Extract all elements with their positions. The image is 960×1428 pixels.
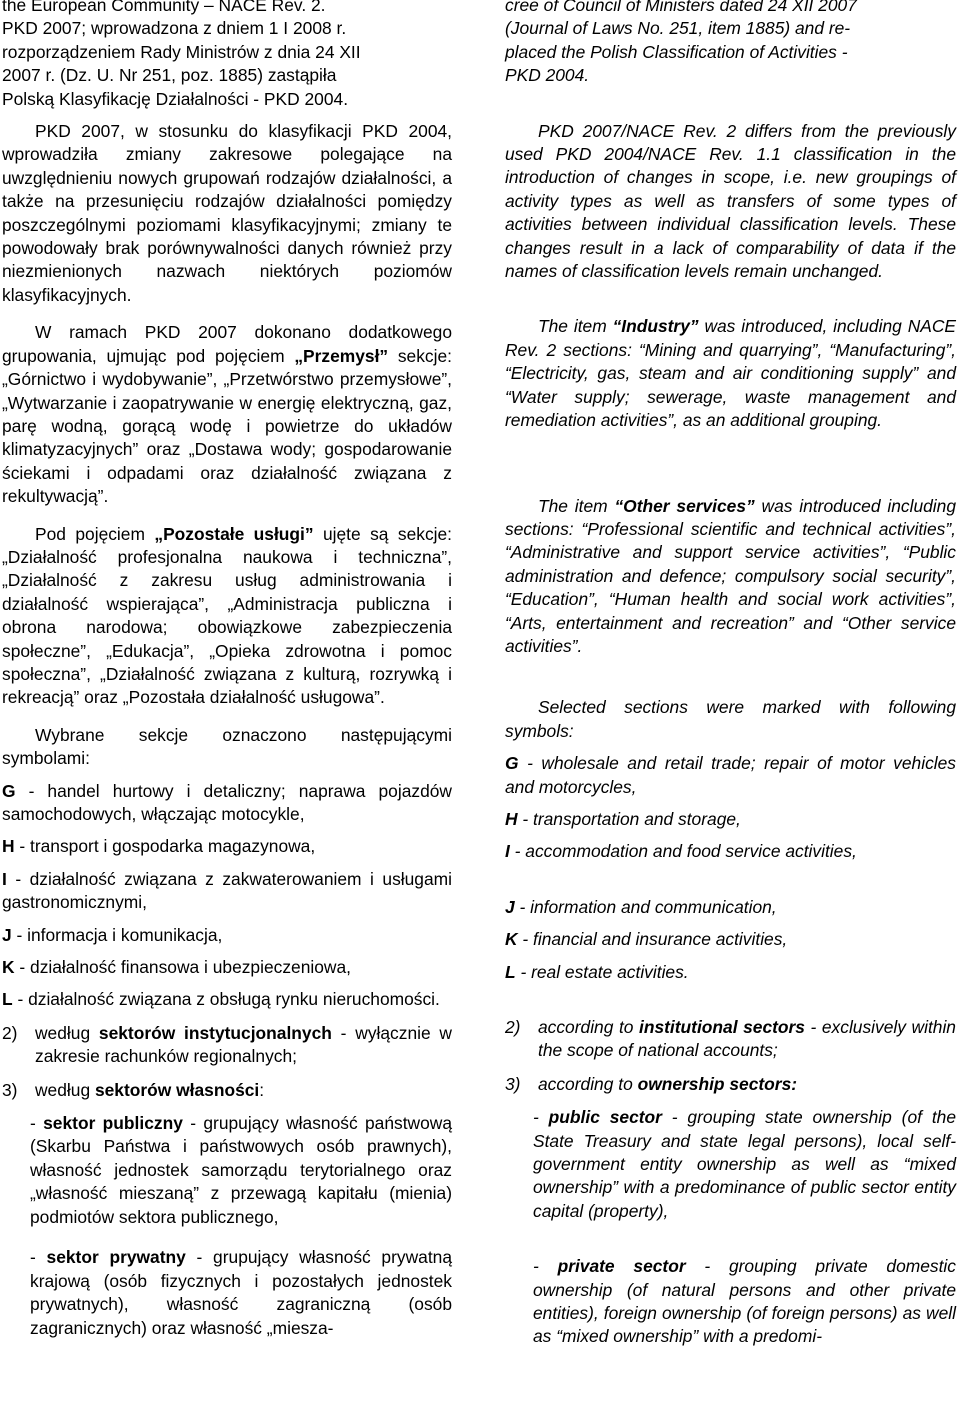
symbol-k — [2, 956, 452, 979]
text: The item — [538, 495, 615, 516]
intro-line: 2007 r. (Dz. U. Nr 251, poz. 1885) zastąpiła — [2, 65, 337, 86]
term: public sector — [548, 1107, 662, 1128]
intro-line: placed the Polish Classification of Activities - — [505, 41, 848, 62]
text: - grouping state ownership (of the State Treasury and state legal persons), local self-government entity ownership as well as “mixed ownership” with a predominance of public sector entity capital (property), — [533, 1107, 956, 1221]
symbol-code: J — [505, 896, 515, 917]
text: - grupujący własność prywatną krajową (osób fizycznych i pozostałych jednostek prywatnych), własność zagraniczną (osób zagranicznych) oraz własność „miesza- — [30, 1247, 452, 1338]
symbol-code: L — [2, 989, 13, 1010]
symbol-code: I — [505, 841, 510, 862]
text: - grupujący własność państwową (Skarbu Państwa i państwowych osób prawnych), własność jednostek samorządu terytorialnego oraz „własność mieszaną” z przewagą kapitału (mienia) podmiotów sektora publicznego, — [30, 1113, 452, 1227]
symbol-l — [2, 988, 452, 1011]
paragraph-scope-changes: PKD 2007/NACE Rev. 2 differs from the previously used PKD 2004/NACE Rev. 1.1 classification in the introduction of changes in scope, i.e. new groupings of activity types as well as transfers of some types of activities between individual classification levels. These changes result in a lack of comparability of data if the names of classification levels remain unchanged. — [505, 120, 956, 282]
intro-continuation — [505, 0, 956, 88]
symbol-code: G — [2, 780, 16, 801]
symbol-code: K — [505, 929, 518, 950]
list-item-ownership-sectors — [2, 1079, 452, 1102]
list-text — [538, 1073, 956, 1096]
public-sector-definition — [533, 1106, 956, 1223]
public-sector-definition — [30, 1112, 452, 1229]
text: - — [30, 1113, 44, 1134]
paragraph-other-services — [2, 523, 452, 710]
list-number: 3) — [505, 1073, 521, 1094]
private-sector-definition — [533, 1255, 956, 1349]
list-number: 2) — [505, 1017, 521, 1037]
symbol-h — [2, 835, 452, 858]
list-item-institutional-sectors — [505, 1016, 956, 1063]
intro-line: PKD 2007; wprowadzona z dniem 1 I 2008 r. — [2, 18, 347, 39]
symbol-text: - działalność związana z obsługą rynku nieruchomości. — [12, 989, 440, 1010]
text: według — [35, 1079, 95, 1100]
symbol-text: - real estate activities. — [515, 961, 689, 982]
list-number: 3) — [2, 1079, 18, 1100]
symbol-code: I — [2, 868, 7, 889]
symbol-text: - działalność finansowa i ubezpieczeniowa, — [14, 957, 351, 978]
symbol-code: H — [2, 836, 15, 857]
text: was introduced including sections: “Professional scientific and technical activities”, “Administrative and support service activities”, “Public administration and defence; compulsory social security”, “Education”, “Human health and social work activities”, “Arts, entertainment and recreation” and “Other service activities”. — [505, 495, 956, 656]
symbol-l — [505, 961, 956, 984]
term: sektorów instytucjonalnych — [98, 1022, 332, 1043]
term: sektorów własności — [94, 1079, 260, 1100]
list-item-ownership-sectors — [505, 1073, 956, 1096]
list-item-institutional-sectors — [2, 1022, 452, 1069]
term: sektor prywatny — [46, 1247, 186, 1268]
private-sector-definition — [30, 1246, 452, 1340]
polish-column — [2, 0, 452, 1358]
intro-line: PKD 2004. — [505, 65, 590, 86]
text: - — [533, 1107, 549, 1128]
term-other-services: “Other services” — [614, 495, 755, 516]
term-industry: “Industry” — [612, 316, 699, 337]
text: - exclusively within the scope of national accounts; — [538, 1017, 956, 1061]
symbol-text: - financial and insurance activities, — [517, 929, 788, 950]
intro-line: rozporządzeniem Rady Ministrów z dnia 24 XII — [2, 41, 361, 62]
text: according to — [538, 1073, 638, 1094]
symbol-code: H — [505, 808, 518, 829]
term: private sector — [557, 1256, 686, 1277]
symbol-h — [505, 808, 956, 831]
text: według — [35, 1022, 99, 1043]
intro-line: the European Community – NACE Rev. 2. — [2, 0, 326, 15]
paragraph-scope-changes: PKD 2007, w stosunku do klasyfikacji PKD 2004, wprowadziła zmiany zakresowe polegające na uwzględnieniu nowych grupowań rodzajów działalności, a także na przesunięciu rodzajów działalności pomiędzy poszczególnymi poziomami klasyfikacyjnymi; zmiany te powodowały brak porównywalności danych również przy niezmienionych nazwach niektórych poziomów klasyfikacyjnych. — [2, 121, 452, 305]
symbol-code: G — [505, 753, 519, 774]
text: - — [533, 1256, 558, 1277]
intro-line: Polską Klasyfikację Działalności - PKD 2004. — [2, 88, 349, 109]
symbol-text: - transport i gospodarka magazynowa, — [14, 836, 316, 857]
symbol-text: - informacja i komunikacja, — [11, 924, 223, 945]
intro-line: (Journal of Laws No. 251, item 1885) and re- — [505, 18, 851, 39]
symbol-text: - handel hurtowy i detaliczny; naprawa pojazdów samochodowych, włączając motocykle, — [2, 780, 452, 824]
paragraph-industry — [2, 321, 452, 508]
paragraph-industry — [505, 315, 956, 432]
text: Pod pojęciem — [35, 523, 155, 544]
list-text — [538, 1016, 956, 1063]
text: - grouping private domestic ownership (of natural persons and other private entities), foreign ownership (of foreign persons) as well as “mixed ownership” with a predomi- — [533, 1256, 956, 1347]
symbol-i — [505, 840, 956, 863]
symbol-code: L — [505, 961, 516, 982]
term-industry: „Przemysł” — [294, 345, 389, 366]
paragraph-symbols-intro: Wybrane sekcje oznaczono następującymi symbolami: — [2, 724, 452, 769]
symbol-text: - information and communication, — [514, 896, 777, 917]
symbol-code: K — [2, 957, 15, 978]
list-text — [35, 1022, 452, 1069]
paragraph-other-services — [505, 495, 956, 659]
symbol-text: - działalność związana z zakwaterowaniem i usługami gastronomicznymi, — [2, 868, 452, 913]
term-other-services: „Pozostałe usługi” — [154, 523, 314, 544]
symbol-k — [505, 928, 956, 951]
text: sekcje: „Górnictwo i wydobywanie”, „Przetwórstwo przemysłowe”, „Wytwarzanie i zaopatrywanie w energię elektryczną, gaz, parę wodną, gorącą wodę i powietrze do układów klimatyzacyjnych” oraz „Dostawa wody; gospodarowanie ściekami i odpadami oraz działalność związana z rekultywacją”. — [2, 345, 452, 507]
list-text — [35, 1079, 452, 1102]
list-number: 2) — [2, 1022, 18, 1043]
text: according to — [538, 1017, 640, 1037]
term: sektor publiczny — [43, 1113, 183, 1134]
term: ownership sectors: — [637, 1073, 798, 1094]
intro-continuation — [2, 0, 452, 111]
text: The item — [538, 316, 613, 337]
symbol-j — [2, 924, 452, 947]
symbol-text: - transportation and storage, — [517, 808, 741, 829]
paragraph-symbols-intro: Selected sections were marked with following symbols: — [505, 697, 956, 741]
text: : — [259, 1079, 265, 1100]
intro-line: cree of Council of Ministers dated 24 XII 2007 — [505, 0, 857, 15]
text: W ramach PKD 2007 dokonano dodatkowego grupowania, ujmując pod pojęciem — [2, 322, 452, 366]
symbol-g — [505, 752, 956, 799]
text: - — [30, 1247, 47, 1268]
symbol-code: J — [2, 924, 12, 945]
symbol-g — [2, 780, 452, 827]
text: ujęte są sekcje: „Działalność profesjonalna naukowa i techniczna”, „Działalność z zakresu usług administrowania i działalność wspierająca”, „Administracja publiczna i obrona narodowa; obowiązkowe zabezpieczenia społeczne”, „Edukacja”, „Opieka zdrowotna i pomoc społeczna”, „Działalność związana z kulturą, rozrywką i rekreacją” oraz „Pozostała działalność usługowa”. — [2, 523, 453, 708]
symbol-text: - wholesale and retail trade; repair of motor vehicles and motorcycles, — [505, 753, 956, 797]
symbol-text: - accommodation and food service activities, — [509, 841, 857, 862]
text: was introduced, including NACE Rev. 2 sections: “Mining and quarrying”, “Manufacturing”, “Electricity, gas, steam and air conditioning supply” and “Water supply; sewerage, waste management and remediation activities”, as an additional grouping. — [505, 316, 957, 431]
english-column — [505, 0, 956, 1366]
term: institutional sectors — [639, 1017, 805, 1037]
symbol-j — [505, 896, 956, 919]
text: - wyłącznie w zakresie rachunków regionalnych; — [35, 1022, 452, 1067]
symbol-i — [2, 868, 452, 915]
